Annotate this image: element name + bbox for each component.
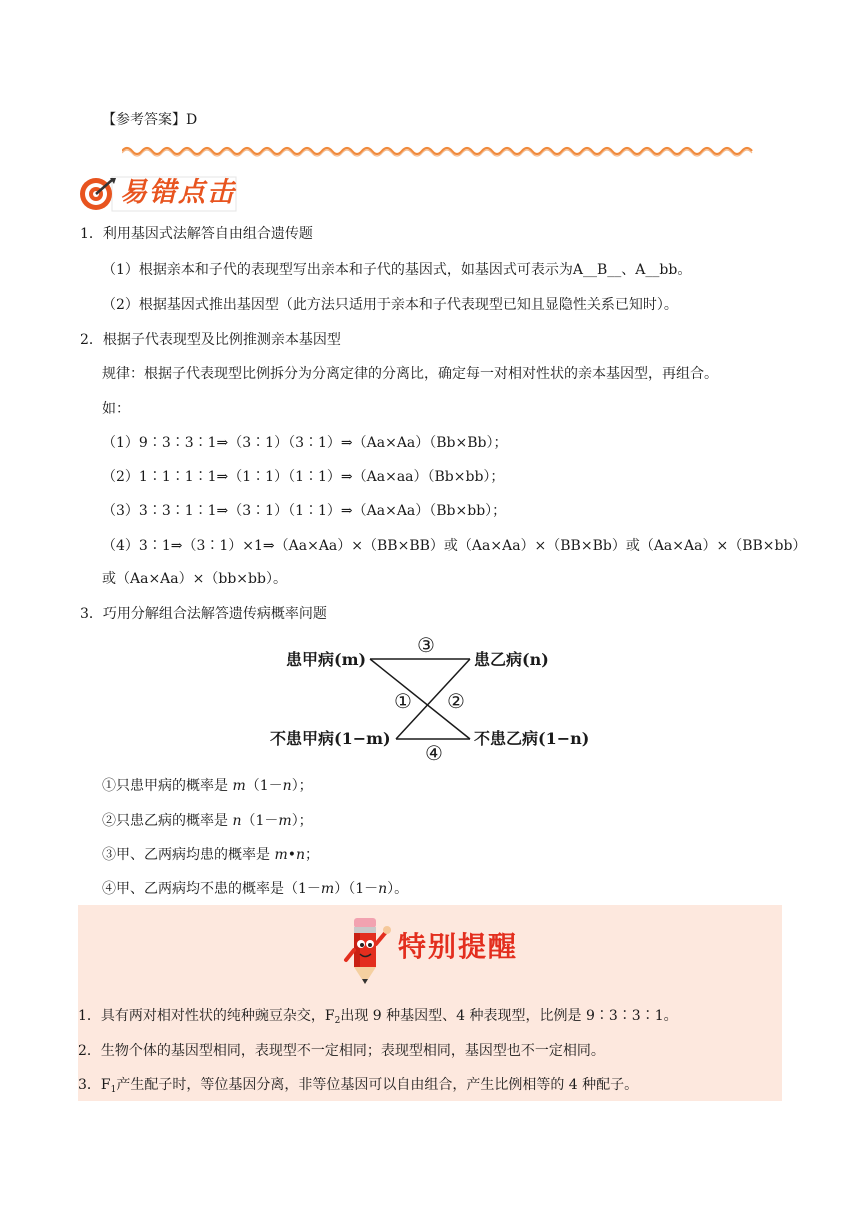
var-m: m	[232, 778, 246, 794]
edge-num-1: ①	[394, 689, 412, 713]
tip-2: 2．生物个体的基因型相同，表现型不一定相同；表现型相同，基因型也不一定相同。	[78, 1043, 605, 1059]
prob-1-end: ）；	[291, 778, 313, 794]
prob-2-mid: （1－	[241, 813, 279, 829]
label-top-right: 患乙病(n)	[474, 650, 549, 669]
var-n: n	[378, 881, 388, 897]
tip-1-rest: 出现 9 种基因型、4 种表现型，比例是 9∶3∶3∶1。	[340, 1008, 678, 1024]
tip-3-sub: 1	[110, 1085, 117, 1095]
probability-diagram	[262, 632, 602, 770]
example-1: （1）9∶3∶3∶1⇒（3∶1）（3∶1）⇒（Aa×Aa）（Bb×Bb）；	[102, 435, 508, 451]
example-4-cont: 或（Aa×Aa）×（bb×bb）。	[102, 571, 287, 587]
prob-4-end: ）。	[387, 881, 409, 897]
label-top-left: 患甲病(m)	[286, 650, 367, 669]
label-bottom-left: 不患甲病(1−m)	[270, 729, 391, 748]
prob-4-text: ④甲、乙两病均不患的概率是（1－	[102, 881, 321, 897]
prob-3-text: ③甲、乙两病均患的概率是	[102, 847, 275, 863]
section-title: 易错点击	[120, 177, 236, 208]
var-m: m	[274, 847, 288, 863]
var-m: m	[320, 881, 335, 897]
item-1-heading: 1．利用基因式法解答自由组合遗传题	[80, 226, 313, 242]
item-2-example-intro: 如：	[102, 401, 130, 417]
answer-value: D	[186, 112, 198, 128]
label-bottom-right: 不患乙病(1−n)	[474, 729, 590, 748]
wave-divider	[122, 144, 758, 158]
tip-1	[78, 1006, 678, 1026]
item-2-heading: 2．根据子代表现型及比例推测亲本基因型	[80, 332, 341, 348]
dot: •	[287, 847, 296, 863]
prob-4	[102, 879, 408, 899]
prob-2-text: ②只患乙病的概率是	[102, 813, 233, 829]
prob-1	[102, 776, 313, 796]
example-3: （3）3∶3∶1∶1⇒（3∶1）（1∶1）⇒（Aa×Aa）（Bb×bb）；	[102, 503, 507, 519]
prob-2	[102, 811, 313, 831]
prob-1-text: ①只患甲病的概率是	[102, 778, 233, 794]
prob-1-mid: （1－	[245, 778, 283, 794]
edge-num-4: ④	[425, 741, 443, 765]
item-3-heading: 3．巧用分解组合法解答遗传病概率问题	[80, 606, 327, 622]
prob-3	[102, 845, 319, 865]
example-2: （2）1∶1∶1∶1⇒（1∶1）（1∶1）⇒（Aa×aa）（Bb×bb）；	[102, 469, 505, 485]
item-1b: （2）根据基因式推出基因型（此方法只适用于亲本和子代表现型已知且显隐性关系已知时）。	[102, 297, 678, 313]
var-m: m	[278, 813, 292, 829]
prob-3-end: ；	[305, 847, 320, 863]
tip-1-text: 1．具有两对相对性状的纯种豌豆杂交，F	[78, 1008, 335, 1024]
tip-3	[78, 1075, 638, 1095]
prob-2-end: ）；	[291, 813, 313, 829]
pencil-mascot-icon	[340, 914, 394, 988]
answer-line	[102, 110, 197, 130]
tip-title: 特别提醒	[398, 930, 519, 963]
prob-4-mid: ）（1－	[334, 881, 379, 897]
item-1a: （1）根据亲本和子代的表现型写出亲本和子代的基因式，如基因式可表示为A__B__、A__bb。	[102, 262, 692, 278]
var-n: n	[296, 847, 306, 863]
var-n: n	[232, 813, 242, 829]
tip-3-text: 3．F	[78, 1077, 111, 1093]
edge-num-3: ③	[417, 633, 435, 657]
item-2-rule: 规律：根据子代表现型比例拆分为分离定律的分离比，确定每一对相对性状的亲本基因型，再组合。	[102, 366, 718, 382]
edge-num-2: ②	[447, 689, 465, 713]
tip-3-rest: 产生配子时，等位基因分离，非等位基因可以自由组合，产生比例相等的 4 种配子。	[116, 1077, 639, 1093]
tip-1-sub: 2	[334, 1016, 341, 1026]
example-4: （4）3∶1⇒（3∶1）×1⇒（Aa×Aa）×（BB×BB）或（Aa×Aa）×（BB×Bb）或（Aa×Aa）×（BB×bb）	[102, 538, 807, 554]
answer-label: 【参考答案】	[102, 112, 186, 128]
var-n: n	[282, 778, 292, 794]
